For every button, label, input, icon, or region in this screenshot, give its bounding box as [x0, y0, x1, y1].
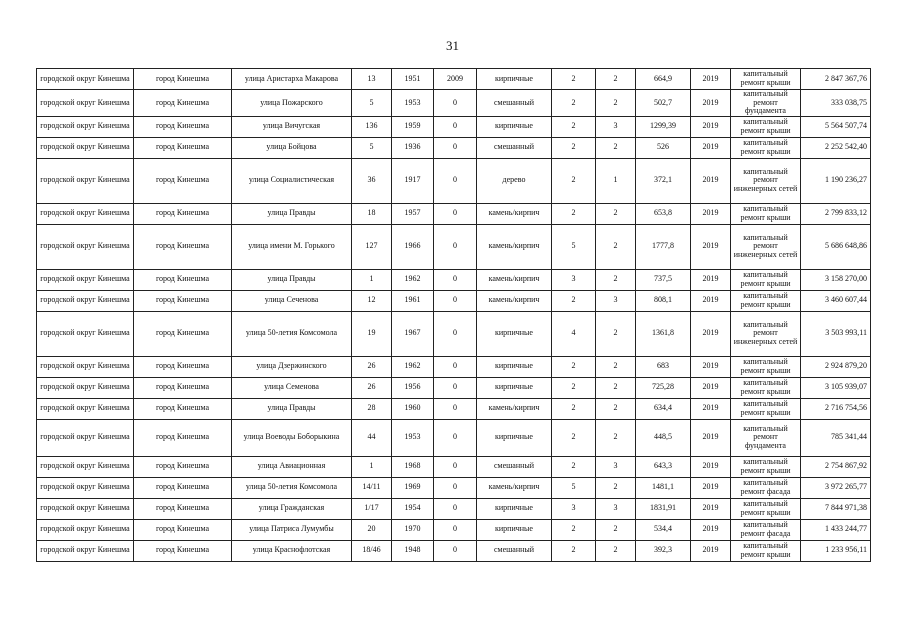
floors-cell: 2: [552, 203, 596, 224]
year-built-cell: 1962: [392, 269, 434, 290]
cost-cell: 7 844 971,38: [801, 498, 871, 519]
planned-year-cell: 2019: [691, 419, 731, 456]
table-row: [37, 356, 871, 377]
cost-cell: 3 972 265,77: [801, 477, 871, 498]
cost-cell: 2 252 542,40: [801, 137, 871, 158]
table-row: [37, 419, 871, 456]
district-cell: городской округ Кинешма: [37, 356, 134, 377]
city-cell: город Кинешма: [134, 356, 232, 377]
house-number-cell: 13: [352, 69, 392, 90]
city-cell: город Кинешма: [134, 69, 232, 90]
table-row: [37, 290, 871, 311]
street-cell: улица Сеченова: [232, 290, 352, 311]
work-type-cell: капитальный ремонт фундамента: [731, 90, 801, 117]
planned-year-cell: 2019: [691, 311, 731, 356]
house-number-cell: 1: [352, 269, 392, 290]
last-renovation-cell: 0: [434, 269, 477, 290]
planned-year-cell: 2019: [691, 290, 731, 311]
year-built-cell: 1917: [392, 158, 434, 203]
area-cell: 1361,8: [636, 311, 691, 356]
district-cell: городской округ Кинешма: [37, 116, 134, 137]
district-cell: городской округ Кинешма: [37, 398, 134, 419]
city-cell: город Кинешма: [134, 116, 232, 137]
street-cell: улица Социалистическая: [232, 158, 352, 203]
work-type-cell: капитальный ремонт фасада: [731, 477, 801, 498]
city-cell: город Кинешма: [134, 477, 232, 498]
year-built-cell: 1968: [392, 456, 434, 477]
street-cell: улица Авиационная: [232, 456, 352, 477]
floors-cell: 5: [552, 224, 596, 269]
district-cell: городской округ Кинешма: [37, 203, 134, 224]
house-number-cell: 18: [352, 203, 392, 224]
entrances-cell: 2: [596, 90, 636, 117]
district-cell: городской округ Кинешма: [37, 519, 134, 540]
wall-material-cell: смешанный: [477, 90, 552, 117]
cost-cell: 1 233 956,11: [801, 540, 871, 561]
house-number-cell: 26: [352, 377, 392, 398]
wall-material-cell: кирпичные: [477, 377, 552, 398]
cost-cell: 5 686 648,86: [801, 224, 871, 269]
area-cell: 683: [636, 356, 691, 377]
house-number-cell: 1/17: [352, 498, 392, 519]
planned-year-cell: 2019: [691, 137, 731, 158]
entrances-cell: 2: [596, 69, 636, 90]
street-cell: улица Краснофлотская: [232, 540, 352, 561]
district-cell: городской округ Кинешма: [37, 477, 134, 498]
cost-cell: 1 190 236,27: [801, 158, 871, 203]
wall-material-cell: кирпичные: [477, 419, 552, 456]
planned-year-cell: 2019: [691, 69, 731, 90]
wall-material-cell: камень/кирпич: [477, 203, 552, 224]
city-cell: город Кинешма: [134, 398, 232, 419]
floors-cell: 2: [552, 290, 596, 311]
floors-cell: 2: [552, 519, 596, 540]
table-row: [37, 203, 871, 224]
year-built-cell: 1967: [392, 311, 434, 356]
wall-material-cell: дерево: [477, 158, 552, 203]
planned-year-cell: 2019: [691, 498, 731, 519]
work-type-cell: капитальный ремонт крыши: [731, 498, 801, 519]
table-row: [37, 540, 871, 561]
wall-material-cell: смешанный: [477, 540, 552, 561]
year-built-cell: 1948: [392, 540, 434, 561]
area-cell: 737,5: [636, 269, 691, 290]
work-type-cell: капитальный ремонт фасада: [731, 519, 801, 540]
page-number: 31: [446, 38, 459, 53]
table-row: [37, 477, 871, 498]
house-number-cell: 44: [352, 419, 392, 456]
city-cell: город Кинешма: [134, 456, 232, 477]
wall-material-cell: кирпичные: [477, 519, 552, 540]
wall-material-cell: камень/кирпич: [477, 290, 552, 311]
work-type-cell: капитальный ремонт крыши: [731, 377, 801, 398]
floors-cell: 2: [552, 137, 596, 158]
entrances-cell: 1: [596, 158, 636, 203]
table-row: [37, 137, 871, 158]
street-cell: улица имени М. Горького: [232, 224, 352, 269]
planned-year-cell: 2019: [691, 90, 731, 117]
last-renovation-cell: 0: [434, 116, 477, 137]
planned-year-cell: 2019: [691, 224, 731, 269]
area-cell: 643,3: [636, 456, 691, 477]
house-number-cell: 12: [352, 290, 392, 311]
floors-cell: 3: [552, 269, 596, 290]
entrances-cell: 3: [596, 498, 636, 519]
year-built-cell: 1936: [392, 137, 434, 158]
cost-cell: 3 105 939,07: [801, 377, 871, 398]
last-renovation-cell: 0: [434, 90, 477, 117]
floors-cell: 2: [552, 356, 596, 377]
entrances-cell: 2: [596, 137, 636, 158]
area-cell: 808,1: [636, 290, 691, 311]
planned-year-cell: 2019: [691, 116, 731, 137]
year-built-cell: 1951: [392, 69, 434, 90]
street-cell: улица Патриса Лумумбы: [232, 519, 352, 540]
table-row: [37, 158, 871, 203]
house-number-cell: 18/46: [352, 540, 392, 561]
area-cell: 1299,39: [636, 116, 691, 137]
area-cell: 392,3: [636, 540, 691, 561]
cost-cell: 2 754 867,92: [801, 456, 871, 477]
wall-material-cell: смешанный: [477, 456, 552, 477]
wall-material-cell: кирпичные: [477, 498, 552, 519]
house-number-cell: 28: [352, 398, 392, 419]
year-built-cell: 1969: [392, 477, 434, 498]
last-renovation-cell: 0: [434, 398, 477, 419]
year-built-cell: 1970: [392, 519, 434, 540]
house-number-cell: 1: [352, 456, 392, 477]
city-cell: город Кинешма: [134, 137, 232, 158]
city-cell: город Кинешма: [134, 498, 232, 519]
year-built-cell: 1966: [392, 224, 434, 269]
street-cell: улица Воеводы Боборыкина: [232, 419, 352, 456]
last-renovation-cell: 0: [434, 290, 477, 311]
year-built-cell: 1961: [392, 290, 434, 311]
floors-cell: 2: [552, 69, 596, 90]
cost-cell: 2 924 879,20: [801, 356, 871, 377]
street-cell: улица Правды: [232, 203, 352, 224]
cost-cell: 2 799 833,12: [801, 203, 871, 224]
city-cell: город Кинешма: [134, 377, 232, 398]
work-type-cell: капитальный ремонт крыши: [731, 398, 801, 419]
year-built-cell: 1957: [392, 203, 434, 224]
district-cell: городской округ Кинешма: [37, 456, 134, 477]
planned-year-cell: 2019: [691, 269, 731, 290]
entrances-cell: 3: [596, 456, 636, 477]
district-cell: городской округ Кинешма: [37, 90, 134, 117]
table-row: [37, 224, 871, 269]
last-renovation-cell: 0: [434, 311, 477, 356]
cost-cell: 333 038,75: [801, 90, 871, 117]
last-renovation-cell: 0: [434, 540, 477, 561]
cost-cell: 3 503 993,11: [801, 311, 871, 356]
city-cell: город Кинешма: [134, 269, 232, 290]
street-cell: улица Бойцова: [232, 137, 352, 158]
area-cell: 1831,91: [636, 498, 691, 519]
last-renovation-cell: 2009: [434, 69, 477, 90]
entrances-cell: 2: [596, 398, 636, 419]
work-type-cell: капитальный ремонт инженерных сетей: [731, 311, 801, 356]
district-cell: городской округ Кинешма: [37, 540, 134, 561]
floors-cell: 2: [552, 158, 596, 203]
street-cell: улица Правды: [232, 269, 352, 290]
house-number-cell: 5: [352, 90, 392, 117]
entrances-cell: 2: [596, 203, 636, 224]
area-cell: 502,7: [636, 90, 691, 117]
year-built-cell: 1962: [392, 356, 434, 377]
street-cell: улица Семенова: [232, 377, 352, 398]
entrances-cell: 2: [596, 540, 636, 561]
cost-cell: 2 847 367,76: [801, 69, 871, 90]
planned-year-cell: 2019: [691, 519, 731, 540]
entrances-cell: 2: [596, 311, 636, 356]
district-cell: городской округ Кинешма: [37, 377, 134, 398]
area-cell: 634,4: [636, 398, 691, 419]
area-cell: 725,28: [636, 377, 691, 398]
street-cell: улица Дзержинского: [232, 356, 352, 377]
year-built-cell: 1953: [392, 90, 434, 117]
city-cell: город Кинешма: [134, 90, 232, 117]
repair-schedule-table: [36, 68, 871, 562]
street-cell: улица Правды: [232, 398, 352, 419]
city-cell: город Кинешма: [134, 419, 232, 456]
table-row: [37, 269, 871, 290]
street-cell: улица Гражданская: [232, 498, 352, 519]
planned-year-cell: 2019: [691, 356, 731, 377]
house-number-cell: 36: [352, 158, 392, 203]
entrances-cell: 3: [596, 116, 636, 137]
entrances-cell: 2: [596, 419, 636, 456]
table-row: [37, 69, 871, 90]
wall-material-cell: кирпичные: [477, 311, 552, 356]
last-renovation-cell: 0: [434, 498, 477, 519]
wall-material-cell: кирпичные: [477, 116, 552, 137]
table-row: [37, 90, 871, 117]
year-built-cell: 1960: [392, 398, 434, 419]
work-type-cell: капитальный ремонт крыши: [731, 69, 801, 90]
city-cell: город Кинешма: [134, 290, 232, 311]
work-type-cell: капитальный ремонт крыши: [731, 356, 801, 377]
entrances-cell: 2: [596, 477, 636, 498]
work-type-cell: капитальный ремонт крыши: [731, 456, 801, 477]
work-type-cell: капитальный ремонт крыши: [731, 290, 801, 311]
entrances-cell: 2: [596, 519, 636, 540]
planned-year-cell: 2019: [691, 540, 731, 561]
table-body: [37, 69, 871, 562]
district-cell: городской округ Кинешма: [37, 269, 134, 290]
district-cell: городской округ Кинешма: [37, 419, 134, 456]
floors-cell: 2: [552, 419, 596, 456]
district-cell: городской округ Кинешма: [37, 498, 134, 519]
street-cell: улица Вичугская: [232, 116, 352, 137]
city-cell: город Кинешма: [134, 203, 232, 224]
wall-material-cell: кирпичные: [477, 69, 552, 90]
area-cell: 372,1: [636, 158, 691, 203]
cost-cell: 3 158 270,00: [801, 269, 871, 290]
city-cell: город Кинешма: [134, 158, 232, 203]
last-renovation-cell: 0: [434, 419, 477, 456]
floors-cell: 2: [552, 540, 596, 561]
last-renovation-cell: 0: [434, 356, 477, 377]
work-type-cell: капитальный ремонт крыши: [731, 269, 801, 290]
floors-cell: 2: [552, 377, 596, 398]
city-cell: город Кинешма: [134, 224, 232, 269]
table-row: [37, 398, 871, 419]
street-cell: улица 50-летия Комсомола: [232, 311, 352, 356]
floors-cell: 2: [552, 90, 596, 117]
last-renovation-cell: 0: [434, 158, 477, 203]
street-cell: улица 50-летия Комсомола: [232, 477, 352, 498]
year-built-cell: 1956: [392, 377, 434, 398]
house-number-cell: 127: [352, 224, 392, 269]
floors-cell: 3: [552, 498, 596, 519]
table-row: [37, 519, 871, 540]
floors-cell: 5: [552, 477, 596, 498]
planned-year-cell: 2019: [691, 456, 731, 477]
district-cell: городской округ Кинешма: [37, 158, 134, 203]
district-cell: городской округ Кинешма: [37, 224, 134, 269]
district-cell: городской округ Кинешма: [37, 137, 134, 158]
cost-cell: 1 433 244,77: [801, 519, 871, 540]
area-cell: 1481,1: [636, 477, 691, 498]
year-built-cell: 1953: [392, 419, 434, 456]
street-cell: улица Пожарского: [232, 90, 352, 117]
planned-year-cell: 2019: [691, 398, 731, 419]
entrances-cell: 2: [596, 224, 636, 269]
planned-year-cell: 2019: [691, 158, 731, 203]
city-cell: город Кинешма: [134, 311, 232, 356]
house-number-cell: 20: [352, 519, 392, 540]
floors-cell: 2: [552, 398, 596, 419]
area-cell: 534,4: [636, 519, 691, 540]
wall-material-cell: камень/кирпич: [477, 477, 552, 498]
wall-material-cell: кирпичные: [477, 356, 552, 377]
table-row: [37, 456, 871, 477]
last-renovation-cell: 0: [434, 456, 477, 477]
last-renovation-cell: 0: [434, 137, 477, 158]
house-number-cell: 5: [352, 137, 392, 158]
planned-year-cell: 2019: [691, 203, 731, 224]
cost-cell: 5 564 507,74: [801, 116, 871, 137]
district-cell: городской округ Кинешма: [37, 311, 134, 356]
area-cell: 653,8: [636, 203, 691, 224]
area-cell: 526: [636, 137, 691, 158]
last-renovation-cell: 0: [434, 519, 477, 540]
floors-cell: 2: [552, 456, 596, 477]
work-type-cell: капитальный ремонт крыши: [731, 540, 801, 561]
cost-cell: 785 341,44: [801, 419, 871, 456]
table-row: [37, 498, 871, 519]
entrances-cell: 2: [596, 356, 636, 377]
wall-material-cell: камень/кирпич: [477, 224, 552, 269]
planned-year-cell: 2019: [691, 377, 731, 398]
cost-cell: 2 716 754,56: [801, 398, 871, 419]
work-type-cell: капитальный ремонт инженерных сетей: [731, 158, 801, 203]
work-type-cell: капитальный ремонт крыши: [731, 116, 801, 137]
city-cell: город Кинешма: [134, 540, 232, 561]
entrances-cell: 3: [596, 290, 636, 311]
house-number-cell: 14/11: [352, 477, 392, 498]
district-cell: городской округ Кинешма: [37, 290, 134, 311]
cost-cell: 3 460 607,44: [801, 290, 871, 311]
table-row: [37, 311, 871, 356]
area-cell: 448,5: [636, 419, 691, 456]
wall-material-cell: камень/кирпич: [477, 269, 552, 290]
entrances-cell: 2: [596, 269, 636, 290]
work-type-cell: капитальный ремонт инженерных сетей: [731, 224, 801, 269]
district-cell: городской округ Кинешма: [37, 69, 134, 90]
house-number-cell: 19: [352, 311, 392, 356]
work-type-cell: капитальный ремонт фундамента: [731, 419, 801, 456]
work-type-cell: капитальный ремонт крыши: [731, 137, 801, 158]
wall-material-cell: смешанный: [477, 137, 552, 158]
house-number-cell: 136: [352, 116, 392, 137]
year-built-cell: 1959: [392, 116, 434, 137]
table-row: [37, 377, 871, 398]
floors-cell: 2: [552, 116, 596, 137]
last-renovation-cell: 0: [434, 377, 477, 398]
last-renovation-cell: 0: [434, 477, 477, 498]
planned-year-cell: 2019: [691, 477, 731, 498]
area-cell: 664,9: [636, 69, 691, 90]
last-renovation-cell: 0: [434, 224, 477, 269]
last-renovation-cell: 0: [434, 203, 477, 224]
city-cell: город Кинешма: [134, 519, 232, 540]
year-built-cell: 1954: [392, 498, 434, 519]
street-cell: улица Аристарха Макарова: [232, 69, 352, 90]
floors-cell: 4: [552, 311, 596, 356]
work-type-cell: капитальный ремонт крыши: [731, 203, 801, 224]
area-cell: 1777,8: [636, 224, 691, 269]
table-row: [37, 116, 871, 137]
house-number-cell: 26: [352, 356, 392, 377]
entrances-cell: 2: [596, 377, 636, 398]
wall-material-cell: камень/кирпич: [477, 398, 552, 419]
